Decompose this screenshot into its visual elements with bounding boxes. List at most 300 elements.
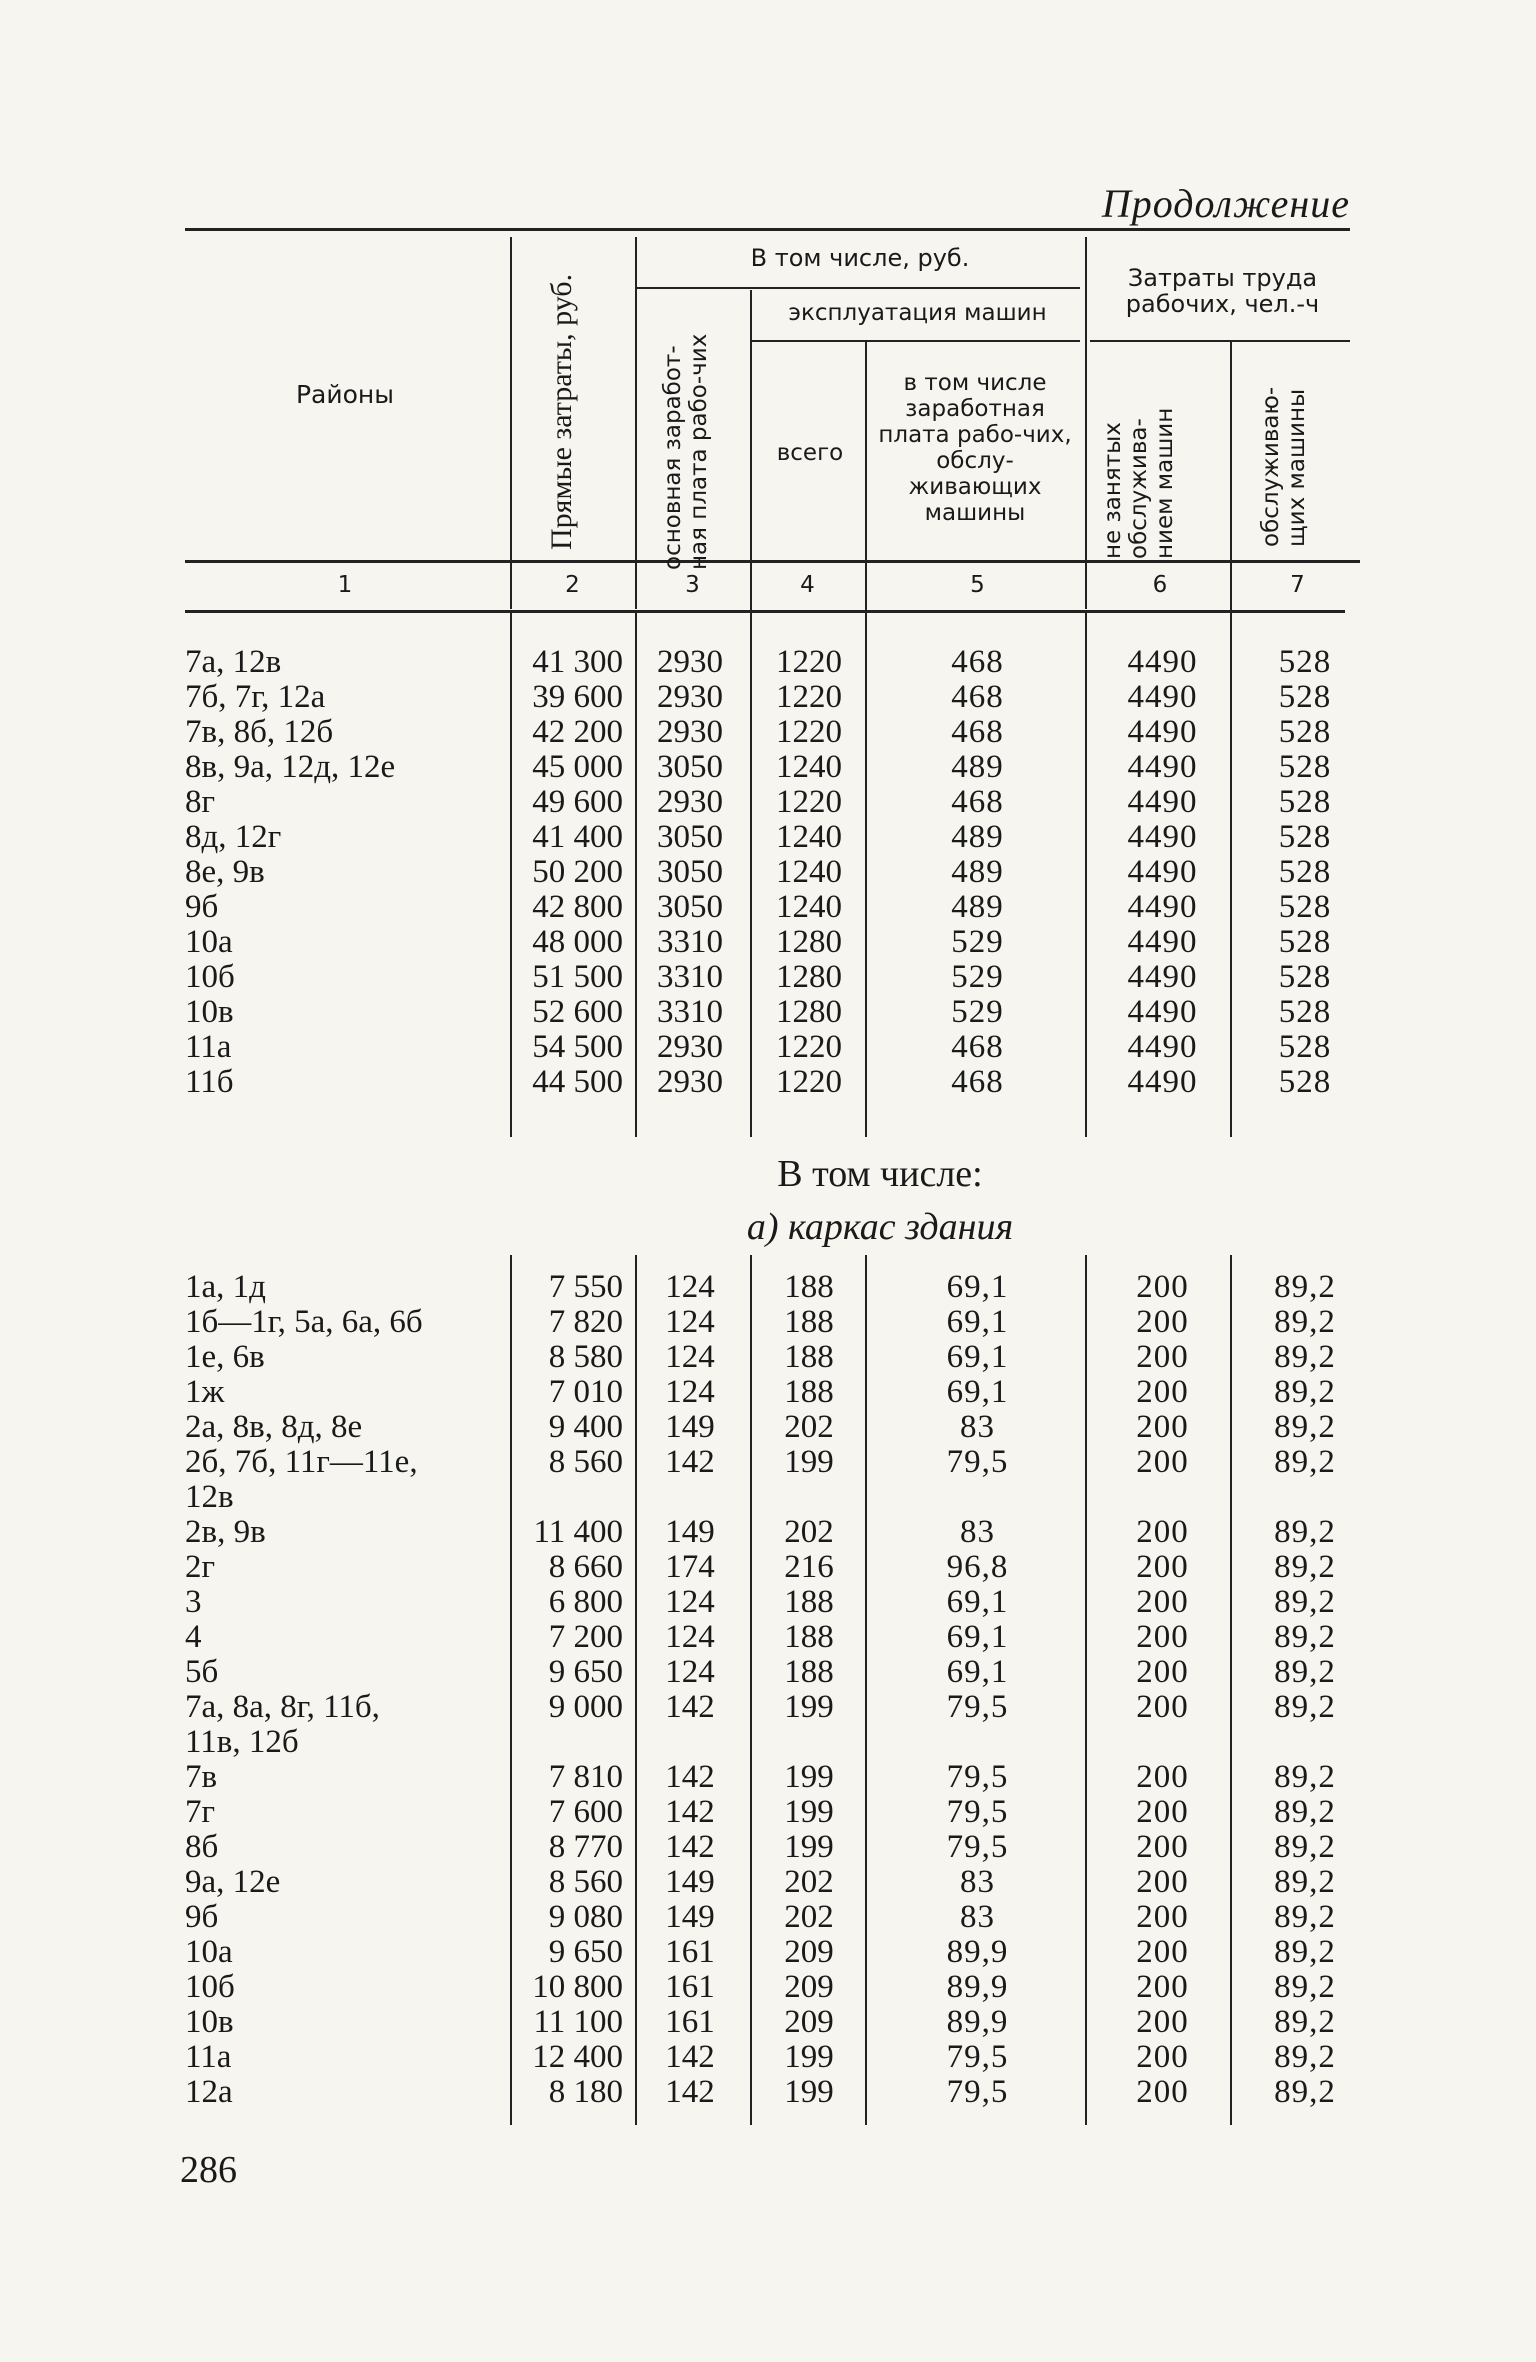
cell-district: 9б: [185, 889, 219, 925]
cell-labor-not-machine: 4490: [1127, 994, 1198, 1030]
cell-labor-not-machine: 4490: [1127, 889, 1198, 925]
cell-labor-not-machine: 200: [1136, 1304, 1189, 1340]
cell-district: 12в: [185, 1479, 234, 1515]
cell-machine-total: 1240: [776, 854, 842, 890]
cell-labor-not-machine: 200: [1136, 1864, 1189, 1900]
table-row: [0, 1270, 1536, 1305]
cell-district: 7в, 8б, 12б: [185, 714, 334, 750]
header-districts: Районы: [295, 380, 395, 409]
cell-labor-not-machine: 4490: [1127, 924, 1198, 960]
cell-labor-machine: 89,2: [1274, 2004, 1336, 2040]
cell-labor-not-machine: 200: [1136, 2039, 1189, 2075]
header-bottom-rule: [185, 560, 1360, 563]
cell-direct-costs: 11 100: [533, 2004, 623, 2040]
table-row: [0, 1375, 1536, 1410]
cell-direct-costs: 8 660: [548, 1549, 623, 1585]
cell-machine-total: 188: [784, 1304, 834, 1340]
cell-base-wage: 3050: [657, 819, 723, 855]
cell-machine-total: 1220: [776, 679, 842, 715]
cell-direct-costs: 48 000: [532, 924, 623, 960]
cell-machine-total: 202: [784, 1409, 834, 1445]
cell-labor-machine: 89,2: [1274, 1899, 1336, 1935]
cell-machine-total: 1280: [776, 994, 842, 1030]
cell-direct-costs: 52 600: [532, 994, 623, 1030]
cell-machine-total: 209: [784, 2004, 834, 2040]
cell-direct-costs: 8 770: [548, 1829, 623, 1865]
cell-district: 1е, 6в: [185, 1339, 265, 1375]
cell-district: 7б, 7г, 12а: [185, 679, 326, 715]
cell-machine-total: 199: [784, 1759, 834, 1795]
cell-base-wage: 3050: [657, 854, 723, 890]
cell-direct-costs: 12 400: [532, 2039, 623, 2075]
cell-machine-wage: 79,5: [946, 2074, 1009, 2110]
vrule-5: [1085, 237, 1087, 609]
cell-machine-total: 199: [784, 1794, 834, 1830]
cell-machine-total: 188: [784, 1339, 834, 1375]
cell-machine-wage: 89,9: [946, 2004, 1009, 2040]
cell-machine-total: 1280: [776, 924, 842, 960]
cell-base-wage: 161: [665, 1934, 715, 1970]
cell-district: 9б: [185, 1899, 219, 1935]
table-row: [0, 1410, 1536, 1445]
cell-labor-not-machine: 200: [1136, 1584, 1189, 1620]
cell-base-wage: 3310: [657, 959, 723, 995]
cell-labor-machine: 528: [1278, 784, 1332, 820]
cell-machine-total: 188: [784, 1584, 834, 1620]
cell-machine-total: 199: [784, 2039, 834, 2075]
cell-base-wage: 3310: [657, 994, 723, 1030]
cell-direct-costs: 9 080: [548, 1899, 623, 1935]
cell-district: 8д, 12г: [185, 819, 282, 855]
cell-direct-costs: 8 560: [548, 1864, 623, 1900]
section-subtitle: а) каркас здания: [746, 1206, 1014, 1248]
cell-machine-total: 188: [784, 1269, 834, 1305]
cell-direct-costs: 51 500: [532, 959, 623, 995]
cell-district: 2в, 9в: [185, 1514, 266, 1550]
cell-machine-wage: 489: [951, 889, 1004, 925]
cell-machine-wage: 79,5: [946, 1444, 1009, 1480]
table-row: [0, 645, 1536, 680]
table-row: [0, 1935, 1536, 1970]
cell-machine-total: 188: [784, 1619, 834, 1655]
cell-machine-wage: 69,1: [946, 1269, 1009, 1305]
cell-machine-wage: 468: [951, 714, 1004, 750]
cell-base-wage: 142: [665, 1829, 715, 1865]
cell-machine-total: 216: [784, 1549, 834, 1585]
cell-labor-machine: 89,2: [1274, 1339, 1336, 1375]
cell-machine-total: 1220: [776, 644, 842, 680]
cell-labor-not-machine: 4490: [1127, 644, 1198, 680]
table-row: [0, 1585, 1536, 1620]
cell-labor-machine: 528: [1278, 1064, 1332, 1100]
cell-labor-not-machine: 200: [1136, 1689, 1189, 1725]
cell-direct-costs: 41 400: [532, 819, 623, 855]
cell-machine-wage: 79,5: [946, 2039, 1009, 2075]
cell-labor-machine: 89,2: [1274, 1374, 1336, 1410]
section-title: В том числе:: [777, 1153, 983, 1195]
cell-district: 8б: [185, 1829, 219, 1865]
cell-direct-costs: 7 820: [548, 1304, 623, 1340]
cell-base-wage: 149: [665, 1514, 715, 1550]
cell-base-wage: 2930: [657, 714, 723, 750]
cell-direct-costs: 42 200: [532, 714, 623, 750]
cell-district: 11а: [185, 2039, 232, 2075]
cell-labor-not-machine: 200: [1136, 1759, 1189, 1795]
cell-district: 10в: [185, 2004, 234, 2040]
cell-direct-costs: 8 560: [548, 1444, 623, 1480]
cell-labor-not-machine: 4490: [1127, 1029, 1198, 1065]
cell-direct-costs: 6 800: [548, 1584, 623, 1620]
table-row: [0, 2075, 1536, 2110]
cell-direct-costs: 54 500: [532, 1029, 623, 1065]
table-row: [0, 1830, 1536, 1865]
table-row: [0, 785, 1536, 820]
cell-machine-total: 1240: [776, 819, 842, 855]
table-row: [0, 1620, 1536, 1655]
cell-machine-wage: 83: [960, 1514, 995, 1550]
cell-direct-costs: 8 580: [548, 1339, 623, 1375]
cell-labor-machine: 89,2: [1274, 1444, 1336, 1480]
cell-labor-machine: 89,2: [1274, 1794, 1336, 1830]
table-row: [0, 1550, 1536, 1585]
table-row: [0, 1865, 1536, 1900]
table-row: [0, 1065, 1536, 1100]
cell-labor-not-machine: 200: [1136, 1794, 1189, 1830]
cell-district: 10б: [185, 959, 235, 995]
vrule-4: [865, 340, 867, 610]
cell-district: 12а: [185, 2074, 233, 2110]
cell-labor-not-machine: 200: [1136, 1969, 1189, 2005]
header-labor-machine: обслуживаю-щих машины: [1258, 386, 1310, 547]
cell-labor-not-machine: 200: [1136, 1549, 1189, 1585]
cell-district: 1б—1г, 5а, 6а, 6б: [185, 1304, 423, 1340]
cell-machine-wage: 69,1: [946, 1374, 1009, 1410]
cell-machine-wage: 69,1: [946, 1584, 1009, 1620]
colnum-6: 6: [1152, 572, 1168, 598]
cell-base-wage: 2930: [657, 1064, 723, 1100]
cell-machine-wage: 79,5: [946, 1829, 1009, 1865]
cell-machine-total: 202: [784, 1514, 834, 1550]
cell-labor-machine: 528: [1278, 924, 1332, 960]
cell-machine-total: 1280: [776, 959, 842, 995]
cell-direct-costs: 7 600: [548, 1794, 623, 1830]
cell-district: 11а: [185, 1029, 232, 1065]
cell-base-wage: 149: [665, 1899, 715, 1935]
table-row: [0, 925, 1536, 960]
cell-district: 4: [185, 1619, 202, 1655]
cell-labor-machine: 528: [1278, 889, 1332, 925]
colnum-3: 3: [685, 572, 700, 598]
cell-machine-wage: 83: [960, 1899, 995, 1935]
table-row: [0, 1340, 1536, 1375]
cell-machine-wage: 96,8: [946, 1549, 1009, 1585]
cell-machine-wage: 529: [951, 994, 1004, 1030]
cell-labor-not-machine: 4490: [1127, 959, 1198, 995]
cell-direct-costs: 39 600: [532, 679, 623, 715]
colnum-5: 5: [970, 572, 985, 598]
cell-district: 8в, 9а, 12д, 12е: [185, 749, 396, 785]
cell-district: 2г: [185, 1549, 216, 1585]
number-row-rule: [185, 610, 1345, 613]
cell-machine-wage: 69,1: [946, 1339, 1009, 1375]
cell-labor-machine: 89,2: [1274, 1969, 1336, 2005]
cell-labor-machine: 528: [1278, 714, 1332, 750]
cell-base-wage: 3050: [657, 889, 723, 925]
header-labor-not-machine: не занятых обслужива-нием машин: [1100, 407, 1178, 559]
cell-base-wage: 142: [665, 1794, 715, 1830]
cell-base-wage: 124: [665, 1654, 715, 1690]
cell-labor-not-machine: 200: [1136, 1829, 1189, 1865]
cell-direct-costs: 9 000: [548, 1689, 623, 1725]
cell-base-wage: 142: [665, 1689, 715, 1725]
cell-machine-wage: 83: [960, 1409, 995, 1445]
continuation-label: Продолжение: [1101, 181, 1350, 226]
cell-machine-total: 1220: [776, 1029, 842, 1065]
cell-labor-machine: 89,2: [1274, 1654, 1336, 1690]
table-row: [0, 750, 1536, 785]
cell-district: 9а, 12е: [185, 1864, 281, 1900]
vrule-2: [635, 237, 637, 609]
cell-base-wage: 142: [665, 1759, 715, 1795]
cell-machine-wage: 69,1: [946, 1304, 1009, 1340]
cell-district: 10в: [185, 994, 234, 1030]
cell-base-wage: 161: [665, 1969, 715, 2005]
cell-district: 8е, 9в: [185, 854, 265, 890]
cell-machine-total: 1220: [776, 1064, 842, 1100]
cell-machine-wage: 89,9: [946, 1969, 1009, 2005]
cell-direct-costs: 44 500: [532, 1064, 623, 1100]
group-labor-rule: [1090, 340, 1350, 342]
cell-machine-wage: 79,5: [946, 1689, 1009, 1725]
cell-base-wage: 124: [665, 1269, 715, 1305]
table-row: [0, 960, 1536, 995]
cell-labor-machine: 528: [1278, 679, 1332, 715]
cell-machine-wage: 529: [951, 959, 1004, 995]
cell-labor-not-machine: 200: [1136, 1444, 1189, 1480]
cell-district: 5б: [185, 1654, 219, 1690]
cell-labor-not-machine: 4490: [1127, 679, 1198, 715]
cell-district: 7а, 8а, 8г, 11б,: [185, 1689, 380, 1725]
cell-labor-machine: 89,2: [1274, 1304, 1336, 1340]
table-row: [0, 2040, 1536, 2075]
cell-machine-total: 209: [784, 1969, 834, 2005]
cell-base-wage: 124: [665, 1339, 715, 1375]
cell-machine-total: 1240: [776, 749, 842, 785]
cell-district: 2а, 8в, 8д, 8е: [185, 1409, 363, 1445]
cell-district: 8г: [185, 784, 216, 820]
cell-direct-costs: 50 200: [532, 854, 623, 890]
cell-labor-not-machine: 200: [1136, 1409, 1189, 1445]
table-row: [0, 820, 1536, 855]
cell-labor-machine: 528: [1278, 644, 1332, 680]
cell-labor-machine: 528: [1278, 854, 1332, 890]
table-row: [0, 1515, 1536, 1550]
table-row: [0, 1690, 1536, 1725]
cell-direct-costs: 7 200: [548, 1619, 623, 1655]
vrule-3: [750, 290, 752, 610]
cell-labor-machine: 528: [1278, 749, 1332, 785]
cell-base-wage: 142: [665, 1444, 715, 1480]
cell-machine-wage: 489: [951, 854, 1004, 890]
vrule-1: [510, 237, 512, 609]
cell-labor-not-machine: 200: [1136, 2004, 1189, 2040]
cell-labor-machine: 528: [1278, 994, 1332, 1030]
cell-labor-machine: 89,2: [1274, 1269, 1336, 1305]
cell-machine-total: 199: [784, 1829, 834, 1865]
cell-base-wage: 2930: [657, 679, 723, 715]
cell-direct-costs: 41 300: [532, 644, 623, 680]
cell-machine-wage: 468: [951, 1064, 1004, 1100]
cell-district: 7в: [185, 1759, 218, 1795]
cell-direct-costs: 9 650: [548, 1934, 623, 1970]
cell-district: 7г: [185, 1794, 216, 1830]
cell-direct-costs: 9 650: [548, 1654, 623, 1690]
table-row: [0, 1760, 1536, 1795]
cell-district: 10а: [185, 924, 233, 960]
table-row: [0, 1795, 1536, 1830]
cell-district: 10а: [185, 1934, 233, 1970]
colnum-1: 1: [337, 572, 353, 598]
cell-base-wage: 149: [665, 1409, 715, 1445]
cell-base-wage: 2930: [657, 784, 723, 820]
cell-direct-costs: 45 000: [532, 749, 623, 785]
table-row: [0, 855, 1536, 890]
header-group-cost: В том числе, руб.: [750, 244, 970, 272]
cell-labor-not-machine: 200: [1136, 1654, 1189, 1690]
table-row: [0, 1480, 1536, 1515]
cell-base-wage: 3310: [657, 924, 723, 960]
cell-base-wage: 161: [665, 2004, 715, 2040]
header-machine-total: всего: [776, 440, 844, 466]
cell-labor-machine: 89,2: [1274, 1514, 1336, 1550]
cell-labor-machine: 89,2: [1274, 1409, 1336, 1445]
group-cost-rule: [635, 287, 1080, 289]
cell-labor-not-machine: 4490: [1127, 819, 1198, 855]
cell-district: 11в, 12б: [185, 1724, 299, 1760]
table-row: [0, 2005, 1536, 2040]
cell-machine-total: 188: [784, 1374, 834, 1410]
cell-labor-not-machine: 200: [1136, 1619, 1189, 1655]
cell-district: 11б: [185, 1064, 234, 1100]
colnum-7: 7: [1290, 572, 1305, 598]
cell-machine-total: 1240: [776, 889, 842, 925]
cell-labor-machine: 89,2: [1274, 1689, 1336, 1725]
cell-base-wage: 2930: [657, 644, 723, 680]
cell-machine-total: 1220: [776, 714, 842, 750]
cell-machine-wage: 468: [951, 1029, 1004, 1065]
cell-labor-machine: 89,2: [1274, 1584, 1336, 1620]
cell-direct-costs: 8 180: [548, 2074, 623, 2110]
header-direct-costs: Прямые затраты, руб.: [545, 273, 578, 550]
cell-machine-total: 199: [784, 1444, 834, 1480]
cell-direct-costs: 42 800: [532, 889, 623, 925]
cell-labor-machine: 89,2: [1274, 1934, 1336, 1970]
cell-direct-costs: 11 400: [533, 1514, 623, 1550]
cell-machine-total: 199: [784, 1689, 834, 1725]
page-number: 286: [180, 2149, 237, 2191]
colnum-4: 4: [800, 572, 815, 598]
table-row: [0, 1305, 1536, 1340]
cell-direct-costs: 49 600: [532, 784, 623, 820]
cell-direct-costs: 7 010: [548, 1374, 623, 1410]
cell-labor-machine: 89,2: [1274, 1549, 1336, 1585]
cell-labor-not-machine: 4490: [1127, 714, 1198, 750]
cell-machine-total: 202: [784, 1864, 834, 1900]
table-row: [0, 1725, 1536, 1760]
table-row: [0, 1970, 1536, 2005]
table-row: [0, 890, 1536, 925]
cell-base-wage: 124: [665, 1619, 715, 1655]
cell-machine-wage: 83: [960, 1864, 995, 1900]
cell-machine-wage: 468: [951, 679, 1004, 715]
cell-labor-not-machine: 4490: [1127, 854, 1198, 890]
cell-base-wage: 124: [665, 1304, 715, 1340]
cell-machine-wage: 89,9: [946, 1934, 1009, 1970]
cell-machine-wage: 69,1: [946, 1654, 1009, 1690]
header-group-labor: Затраты труда рабочих, чел.-ч: [1125, 264, 1320, 318]
cell-base-wage: 2930: [657, 1029, 723, 1065]
cell-labor-not-machine: 200: [1136, 1934, 1189, 1970]
cell-labor-machine: 89,2: [1274, 1864, 1336, 1900]
cell-labor-not-machine: 4490: [1127, 749, 1198, 785]
cell-district: 3: [185, 1584, 202, 1620]
cell-direct-costs: 7 810: [548, 1759, 623, 1795]
cell-labor-machine: 89,2: [1274, 1759, 1336, 1795]
table-row: [0, 995, 1536, 1030]
cell-base-wage: 174: [665, 1549, 715, 1585]
cell-district: 10б: [185, 1969, 235, 2005]
table-row: [0, 1900, 1536, 1935]
cell-labor-machine: 89,2: [1274, 2074, 1336, 2110]
cell-machine-total: 199: [784, 2074, 834, 2110]
cell-labor-machine: 528: [1278, 959, 1332, 995]
cell-labor-machine: 528: [1278, 819, 1332, 855]
cell-base-wage: 142: [665, 2074, 715, 2110]
cell-machine-wage: 529: [951, 924, 1004, 960]
cell-labor-machine: 89,2: [1274, 1619, 1336, 1655]
cell-labor-not-machine: 200: [1136, 1269, 1189, 1305]
cell-labor-not-machine: 200: [1136, 2074, 1189, 2110]
cell-labor-machine: 89,2: [1274, 1829, 1336, 1865]
header-top-rule: [185, 228, 1350, 231]
cell-labor-machine: 528: [1278, 1029, 1332, 1065]
cell-base-wage: 149: [665, 1864, 715, 1900]
cell-machine-total: 202: [784, 1899, 834, 1935]
cell-base-wage: 124: [665, 1374, 715, 1410]
cell-machine-wage: 69,1: [946, 1619, 1009, 1655]
cell-machine-total: 188: [784, 1654, 834, 1690]
table-row: [0, 715, 1536, 750]
cell-labor-not-machine: 200: [1136, 1374, 1189, 1410]
vrule-6: [1230, 340, 1232, 610]
header-machine-wage: в том числе заработная плата рабо-чих, обслу-живающих машины: [878, 370, 1072, 526]
cell-district: 1ж: [185, 1374, 225, 1410]
cell-labor-machine: 89,2: [1274, 2039, 1336, 2075]
cell-district: 2б, 7б, 11г—11е,: [185, 1444, 418, 1480]
table-row: [0, 1445, 1536, 1480]
cell-labor-not-machine: 4490: [1127, 1064, 1198, 1100]
cell-machine-wage: 79,5: [946, 1759, 1009, 1795]
header-base-wage: основная заработ-ная плата рабо-чих: [660, 333, 712, 570]
table-row: [0, 680, 1536, 715]
cell-base-wage: 124: [665, 1584, 715, 1620]
cell-labor-not-machine: 200: [1136, 1339, 1189, 1375]
cell-direct-costs: 9 400: [548, 1409, 623, 1445]
cell-labor-not-machine: 4490: [1127, 784, 1198, 820]
cell-direct-costs: 7 550: [548, 1269, 623, 1305]
cell-labor-not-machine: 200: [1136, 1899, 1189, 1935]
cell-base-wage: 3050: [657, 749, 723, 785]
